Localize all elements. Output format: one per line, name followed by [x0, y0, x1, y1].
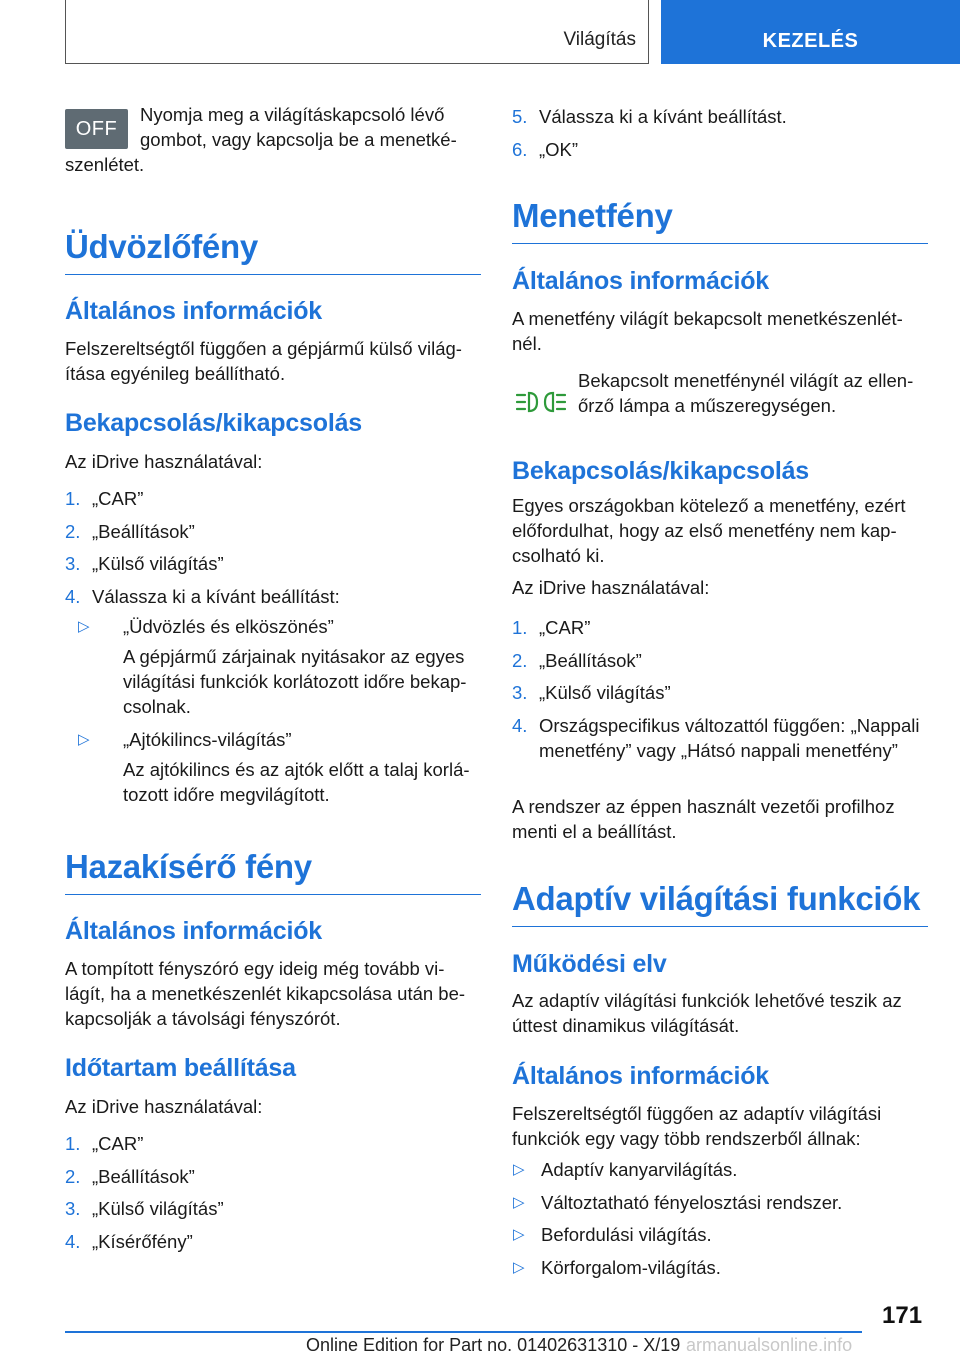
- list-item: [65, 1196, 481, 1221]
- adaptive-systems-list: [512, 1157, 928, 1287]
- off-instruction-line-1: Nyomja meg a világításkapcsoló lévő: [140, 104, 445, 125]
- edition-text: Online Edition for Part no. 01402631310 - X/19: [306, 1335, 681, 1355]
- triangle-bullet-icon: ▷: [513, 1161, 525, 1178]
- list-item: [65, 584, 481, 609]
- step-text: „Külső világítás”: [92, 1198, 224, 1220]
- triangle-bullet-icon: ▷: [78, 731, 90, 748]
- step-number: 4.: [65, 1230, 81, 1252]
- list-item: [512, 713, 928, 763]
- step-number: 2.: [65, 1165, 81, 1187]
- duration-idrive-text: Az iDrive használatával:: [65, 1096, 263, 1117]
- home-light-title: Hazakísérő fény: [65, 848, 481, 895]
- item-text: Változtatható fényelosztási rendszer.: [541, 1191, 843, 1213]
- option-description: A gépjármű zárjainak nyitásakor az egyes világítási funkciók korlátozott időre bekap-csolnak.: [123, 646, 467, 717]
- step-number: 3.: [65, 553, 81, 575]
- list-item: [65, 614, 481, 639]
- triangle-bullet-icon: ▷: [78, 618, 90, 635]
- off-instruction: [140, 102, 481, 152]
- list-item: [65, 1164, 481, 1189]
- step-text: „Beállítások”: [92, 1165, 195, 1187]
- adaptive-principle-text: Az adaptív világítási funkciók lehetővé teszik az úttest dinamikus világítását.: [512, 990, 902, 1036]
- list-item: [65, 519, 481, 544]
- off-instruction-continued: szenlétet.: [65, 154, 145, 175]
- step-text: Országspecifikus változattól függően: „Nappali menetfény” vagy „Hátsó nappali menetfény”: [539, 714, 920, 761]
- header-frame: [65, 0, 649, 64]
- section-title: Világítás: [563, 29, 636, 50]
- drl-steps: [512, 615, 928, 770]
- continued-steps: [512, 104, 928, 169]
- step-number: 3.: [512, 682, 528, 704]
- step-text: „Beállítások”: [92, 520, 195, 542]
- step-text: „CAR”: [539, 617, 591, 638]
- item-text: Körforgalom-világítás.: [541, 1256, 721, 1278]
- list-item: [512, 104, 928, 129]
- welcome-switch-heading: Bekapcsolás/kikapcsolás: [65, 409, 362, 437]
- list-item: [65, 486, 481, 511]
- welcome-general-text: Felszereltségtől függően a gépjármű külső világ-ítása egyénileg beállítható.: [65, 338, 462, 384]
- option-label: „Ajtókilincs-világítás”: [123, 729, 292, 750]
- step-text: „Beállítások”: [539, 649, 642, 671]
- page-number: 171: [882, 1302, 923, 1329]
- duration-heading: Időtartam beállítása: [65, 1054, 296, 1082]
- welcome-general-heading: Általános információk: [65, 297, 322, 325]
- option-label: „Üdvözlés és elköszönés”: [123, 616, 334, 637]
- list-item: [512, 137, 928, 162]
- drl-switch-text: Egyes országokban kötelező a menetfény, ezért előfordulhat, hogy az első menetfény nem kap-csolható ki.: [512, 495, 906, 566]
- option-description: Az ajtókilincs és az ajtók előtt a talaj korlá-tozott időre megvilágított.: [123, 759, 470, 805]
- duration-steps: [65, 1131, 481, 1261]
- step-number: 1.: [65, 1133, 81, 1154]
- triangle-bullet-icon: ▷: [513, 1226, 525, 1244]
- drl-profile-text: A rendszer az éppen használt vezetői profilhoz menti el a beállítást.: [512, 796, 895, 842]
- chapter-tab: [661, 0, 960, 64]
- item-text: Befordulási világítás.: [541, 1224, 712, 1246]
- triangle-bullet-icon: ▷: [513, 1193, 525, 1211]
- home-general-text: A tompított fényszóró egy ideig még tovább vi-lágít, ha a menetkészenlét kikapcsolása után be-kapcsolják a távolsági fényszórót.: [65, 958, 466, 1029]
- welcome-steps: [65, 486, 481, 616]
- step-number: 1.: [512, 617, 528, 638]
- step-text: „CAR”: [92, 488, 144, 509]
- step-number: 4.: [65, 585, 81, 607]
- list-item: [512, 1190, 928, 1215]
- adaptive-general-text: Felszereltségtől függően az adaptív világítási funkciók egy vagy több rendszerből állnak:: [512, 1103, 882, 1149]
- list-item: [65, 1229, 481, 1254]
- off-instruction-line-2: gombot, vagy kapcsolja be a menetké-: [140, 129, 457, 150]
- step-number: 2.: [65, 520, 81, 542]
- step-text: Válassza ki a kívánt beállítást:: [92, 585, 340, 607]
- list-item: [512, 1255, 928, 1280]
- adaptive-general-heading: Általános információk: [512, 1062, 769, 1090]
- drl-indicator-text: Bekapcsolt menetfénynél világít az ellen-őrző lámpa a műszeregységen.: [578, 370, 914, 416]
- list-item: [65, 1131, 481, 1156]
- adaptive-title: Adaptív világítási funkciók: [512, 880, 928, 927]
- step-number: 5.: [512, 106, 528, 127]
- drl-general-heading: Általános információk: [512, 267, 769, 295]
- list-item: [512, 1157, 928, 1182]
- step-text: „CAR”: [92, 1133, 144, 1154]
- step-number: 3.: [65, 1198, 81, 1220]
- welcome-light-title: Üdvözlőfény: [65, 228, 481, 275]
- chapter-title: KEZELÉS: [762, 30, 859, 52]
- step-text: Válassza ki a kívánt beállítást.: [539, 106, 787, 127]
- list-item: [512, 680, 928, 705]
- list-item: [512, 615, 928, 640]
- step-text: „OK”: [539, 138, 579, 160]
- watermark-logo: armanualsonline.info: [686, 1335, 853, 1355]
- list-item: [512, 1222, 928, 1247]
- item-text: Adaptív kanyarvilágítás.: [541, 1159, 738, 1180]
- welcome-idrive-text: Az iDrive használatával:: [65, 451, 263, 472]
- adaptive-principle-heading: Működési elv: [512, 950, 667, 978]
- welcome-options: [65, 614, 481, 815]
- step-number: 6.: [512, 138, 528, 160]
- step-number: 1.: [65, 488, 81, 509]
- step-text: „Kísérőfény”: [92, 1230, 193, 1252]
- step-text: „Külső világítás”: [539, 682, 671, 704]
- triangle-bullet-icon: ▷: [513, 1258, 525, 1276]
- footer-divider: [65, 1331, 862, 1333]
- list-item: [65, 551, 481, 576]
- list-item: [65, 727, 481, 752]
- off-label: OFF: [75, 117, 118, 140]
- step-number: 2.: [512, 649, 528, 671]
- list-item: [512, 648, 928, 673]
- off-button-icon: [65, 109, 128, 149]
- step-number: 4.: [512, 714, 528, 736]
- step-text: „Külső világítás”: [92, 553, 224, 575]
- drl-title: Menetfény: [512, 197, 928, 244]
- daytime-running-light-icon: [516, 390, 566, 414]
- drl-idrive-text: Az iDrive használatával:: [512, 577, 710, 598]
- drl-switch-heading: Bekapcsolás/kikapcsolás: [512, 457, 809, 485]
- home-general-heading: Általános információk: [65, 917, 322, 945]
- drl-general-text: A menetfény világít bekapcsolt menetkészenlét-nél.: [512, 308, 903, 354]
